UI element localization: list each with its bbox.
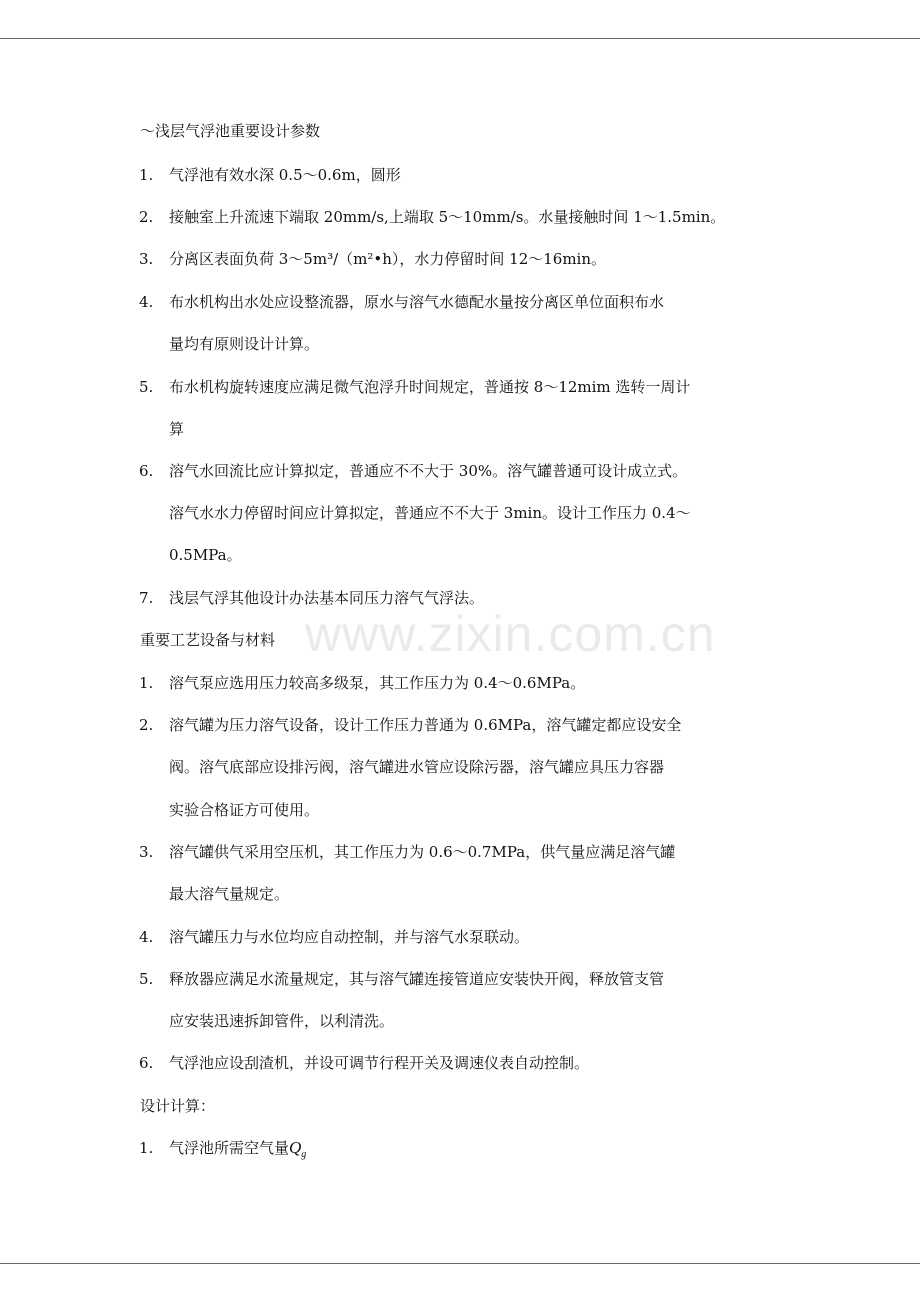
watermark: www.zixin.com.cn	[305, 606, 716, 662]
header-rule	[0, 38, 920, 39]
math-variable: $Q_g$	[289, 1138, 307, 1160]
formula-label: 气浮池所需空气量	[169, 1139, 290, 1157]
footer-rule	[0, 1263, 920, 1264]
